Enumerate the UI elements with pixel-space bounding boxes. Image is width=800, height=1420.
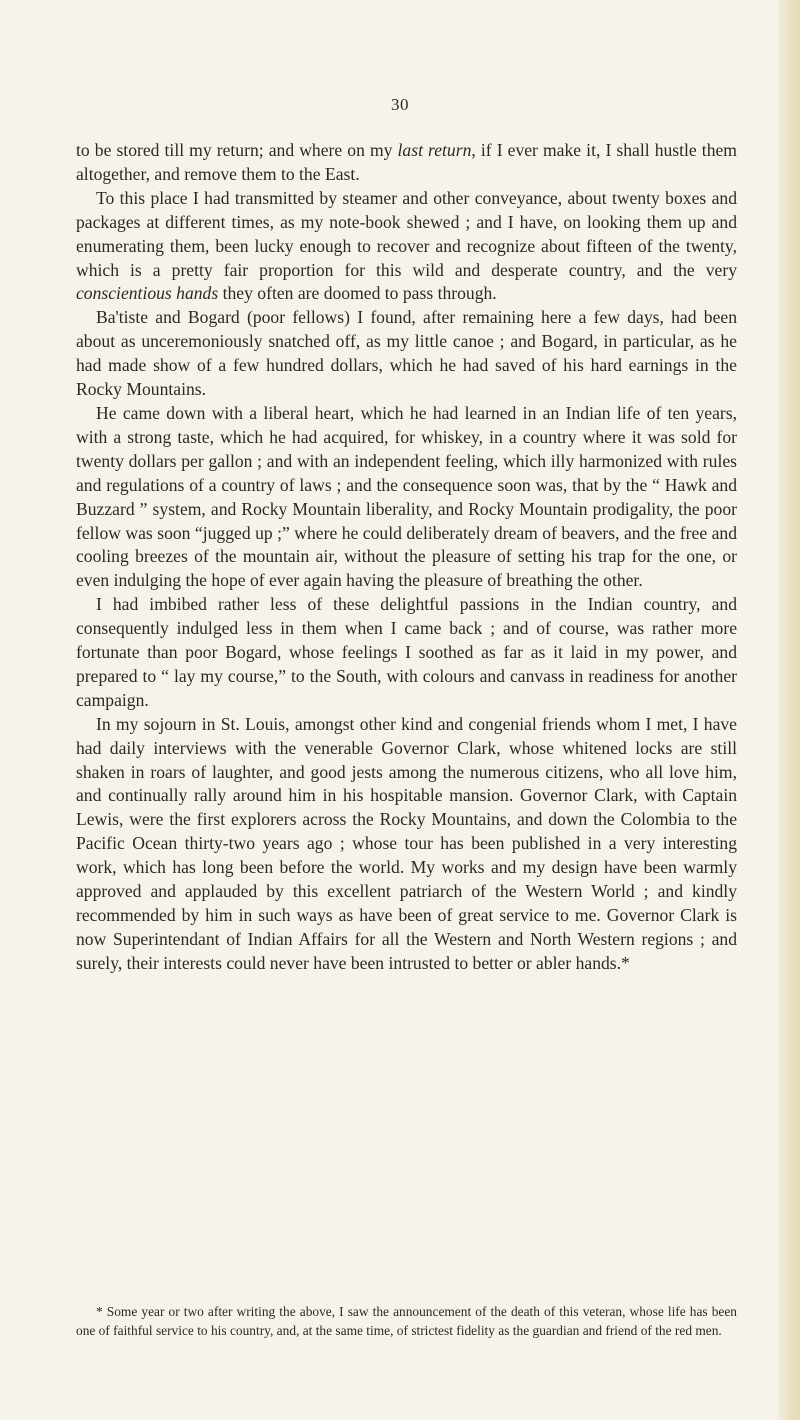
paragraph-1-text-start: to be stored till my return; and where on my [76,140,398,160]
paragraph-6: In my sojourn in St. Louis, amongst other kind and congenial friends whom I met, I have had daily interviews with the venerable Governor Clark, whose whitened locks are still shaken in roars of laughter, and good jests among the numerous citizens, who all love him, and continually rally around him in his hospitable mansion. Governor Clark, with Captain Lewis, were the first explorers across the Rocky Mountains, and down the Colombia to the Pacific Ocean thirty-two years ago ; whose tour has been published in a very interesting work, which has long been before the world. My works and my design have been warmly approved and applauded by this excellent patriarch of the Western World ; and kindly recommended by him in such ways as have been of great service to me. Governor Clark is now Superintendant of Indian Affairs for all the Western and North Western regions ; and surely, their interests could never have been intrusted to better or abler hands.* [76,713,737,973]
paragraph-3: Ba'tiste and Bogard (poor fellows) I found, after remaining here a few days, had been about as unceremoniously snatched off, as my little canoe ; and Bogard, in particular, as he had made show of a few hundred dollars, which he had saved of his hard earnings in the Rocky Mountains. [76,307,737,400]
paragraph-1 [76,139,737,187]
page-edge-shadow [778,0,800,1420]
paragraph-1-emphasis: last return [397,140,472,160]
paragraph-5: I had imbibed rather less of these delightful passions in the Indian country, and consequently indulged less in them when I came back ; and of course, was rather more fortunate than poor Bogard, whose feelings I soothed as far as it laid in my power, and prepared to “ lay my course,” to the South, with colours and canvass in readiness for another campaign. [76,594,737,710]
page-number: 30 [391,95,409,114]
paragraph-1-text-end: , if I ever make it, I shall hustle them altogether, and remove them to the East. [76,140,737,184]
paragraph-2 [76,187,737,307]
paragraph-2-text-end: they often are doomed to pass through. [218,283,497,304]
body-text [76,139,737,976]
paragraph-2-text-start: To this place I had transmitted by steamer and other conveyance, about twenty boxes and packages at different times, as my note-book shewed ; and I have, on looking them up and enumerating them, been lucky enough to recover and recognize about fifteen of the twenty, which is a pretty fair proportion for this wild and desperate country, and the very [76,187,737,280]
paragraph-2-emphasis: conscientious hands [76,283,219,304]
footnote: * Some year or two after writing the above, I saw the announcement of the death of this veteran, whose life has been one of faithful service to his country, and, at the same time, of strictest fidelity as the guardian and friend of the red men. [76,1304,737,1338]
paragraph-4: He came down with a liberal heart, which he had learned in an Indian life of ten years, with a strong taste, which he had acquired, for whiskey, in a country where it was sold for twenty dollars per gallon ; and with an independent feeling, which illy harmonized with rules and regulations of a country of laws ; and the consequence soon was, that by the “ Hawk and Buzzard ” system, and Rocky Mountain liberality, and Rocky Mountain prodigality, the poor fellow was soon “jugged up ;” where he could deliberately dream of beavers, and the free and cooling breezes of the mountain air, without the pleasure of setting his trap for the one, or even indulging the hope of ever again having the pleasure of breathing the other. [76,402,737,591]
